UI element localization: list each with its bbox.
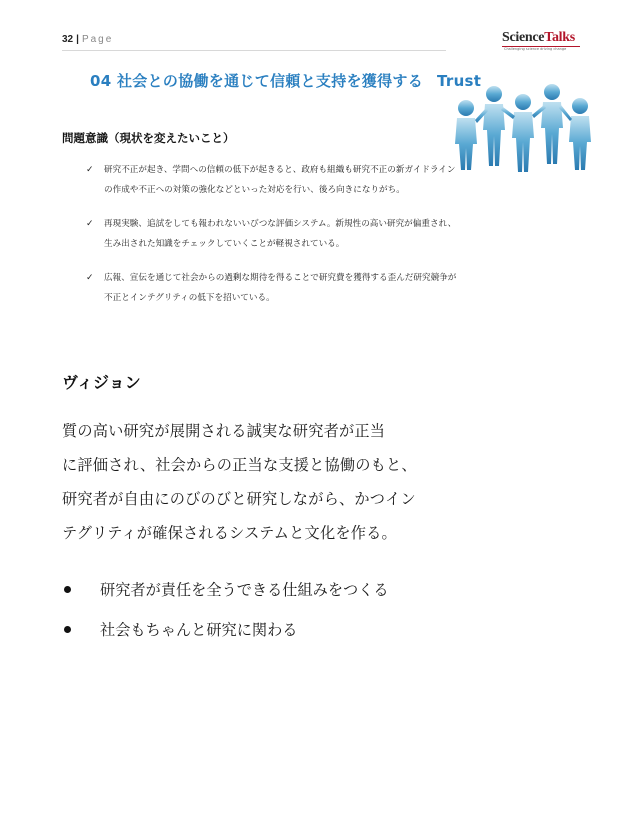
vision-bullet-text: 社会もちゃんと研究に関わる — [100, 621, 298, 639]
logo-text-science: Science — [502, 30, 545, 45]
bullet-icon — [64, 626, 71, 633]
checkmark-icon: ✓ — [86, 165, 94, 175]
page-header — [62, 30, 582, 52]
checkmark-icon: ✓ — [86, 273, 94, 283]
issue-text: 広報、宣伝を通じて社会からの過剰な期待を得ることで研究費を獲得する歪んだ研究競争が不正とインテグリティの低下を招いている。 — [104, 273, 457, 303]
page-label: Page — [81, 34, 114, 45]
logo-text — [502, 30, 582, 46]
vision-line: 質の高い研究が展開される誠実な研究者が正当 — [62, 422, 386, 440]
vision-line: テグリティが確保されるシステムと文化を作る。 — [62, 524, 397, 542]
page-number-value: 32 — [62, 34, 74, 45]
vision-bullet-item — [62, 570, 389, 610]
issue-text: 研究不正が起き、学問への信頼の低下が起きると、政府も組織も研究不正の新ガイドラインの作成や不正への対策の強化などといった対応を行い、後ろ向きになりがち。 — [104, 165, 456, 195]
vision-line: に評価され、社会からの正当な支援と協働のもと、 — [62, 456, 417, 474]
logo-tagline: Challenging science driving change — [504, 47, 567, 51]
vision-bullet-text: 研究者が責任を全うできる仕組みをつくる — [100, 581, 389, 599]
sciencetalks-logo — [502, 30, 582, 52]
issue-item — [86, 268, 458, 308]
vision-bullets — [62, 570, 389, 650]
issue-text: 再現実験、追試をしても報われないいびつな評価システム。新規性の高い研究が偏重され、生み出された知識をチェックしていくことが軽視されている。 — [104, 219, 457, 249]
logo-text-talks: Talks — [544, 30, 575, 45]
vision-heading: ヴィジョン — [62, 373, 141, 392]
page-number-separator: | — [76, 34, 79, 45]
chapter-title-ja: 04 社会との協働を通じて信頼と支持を獲得する — [90, 72, 423, 90]
issue-item — [86, 214, 458, 254]
vision-bullet-item — [62, 610, 389, 650]
checkmark-icon: ✓ — [86, 219, 94, 229]
people-chain-icon — [452, 82, 594, 174]
chapter-title-en: Trust — [437, 72, 482, 90]
vision-statement — [62, 414, 482, 550]
bullet-icon — [64, 586, 71, 593]
issue-item — [86, 160, 458, 200]
header-rule — [62, 50, 446, 51]
issues-heading: 問題意識（現状を変えたいこと） — [62, 131, 235, 145]
page-number — [62, 34, 113, 45]
vision-line: 研究者が自由にのびのびと研究しながら、かつイン — [62, 490, 416, 508]
issues-list — [86, 160, 458, 308]
chapter-title — [90, 70, 481, 91]
